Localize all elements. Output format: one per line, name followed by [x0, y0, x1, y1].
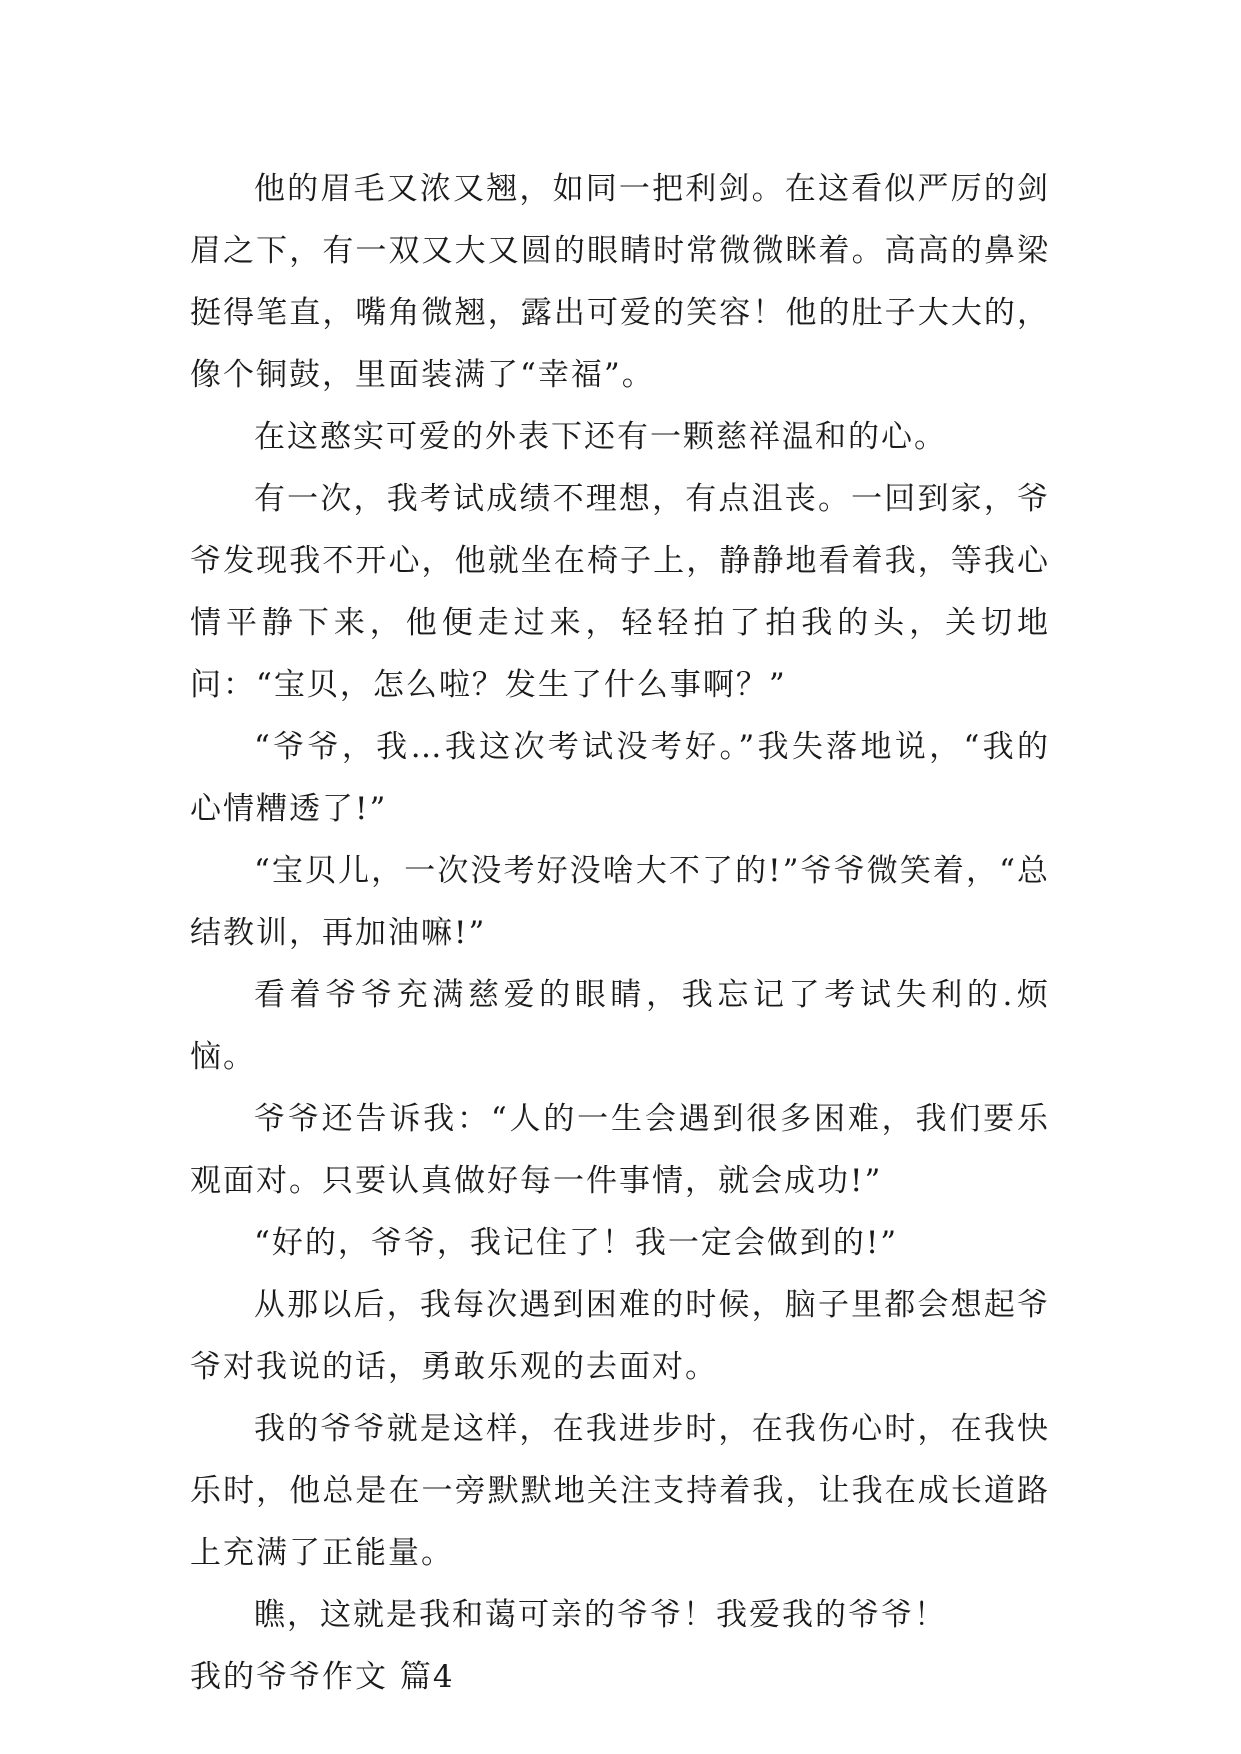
paragraph-appearance: 他的眉毛又浓又翘，如同一把利剑。在这看似严厉的剑眉之下，有一双又大又圆的眼睛时常微微眯着。高高的鼻梁挺得笔直，嘴角微翘，露出可爱的笑容！他的肚子大大的，像个铜鼓，里面装满了“幸福”。 [190, 171, 1050, 393]
paragraph-conclusion: 瞧，这就是我和蔼可亲的爷爷！我爱我的爷爷！ [254, 1597, 947, 1633]
paragraph-promise: “好的，爷爷，我记住了！我一定会做到的!” [254, 1225, 899, 1261]
paragraph-support: 我的爷爷就是这样，在我进步时，在我伤心时，在我快乐时，他总是在一旁默默地关注支持着我，让我在成长道路上充满了正能量。 [190, 1411, 1050, 1571]
paragraph-kind-heart: 在这憨实可爱的外表下还有一颗慈祥温和的心。 [254, 419, 947, 455]
section-heading: 我的爷爷作文 篇4 [190, 1659, 455, 1695]
paragraph-dialogue-2: “宝贝儿，一次没考好没啥大不了的!”爷爷微笑着，“总结教训，再加油嘛!” [190, 853, 1050, 951]
document-body [190, 158, 1050, 1708]
paragraph-since-then: 从那以后，我每次遇到困难的时候，脑子里都会想起爷爷对我说的话，勇敢乐观的去面对。 [190, 1287, 1050, 1385]
paragraph-forget-worry: 看着爷爷充满慈爱的眼睛，我忘记了考试失利的.烦恼。 [190, 977, 1050, 1075]
paragraph-exam-story: 有一次，我考试成绩不理想，有点沮丧。一回到家，爷爷发现我不开心，他就坐在椅子上，静静地看着我，等我心情平静下来，他便走过来，轻轻拍了拍我的头，关切地问：“宝贝，怎么啦？发生了什么事啊？” [190, 481, 1050, 703]
paragraph-advice: 爷爷还告诉我：“人的一生会遇到很多困难，我们要乐观面对。只要认真做好每一件事情，就会成功!” [190, 1101, 1050, 1199]
paragraph-dialogue-1: “爷爷，我…我这次考试没考好。”我失落地说，“我的心情糟透了!” [190, 729, 1050, 827]
